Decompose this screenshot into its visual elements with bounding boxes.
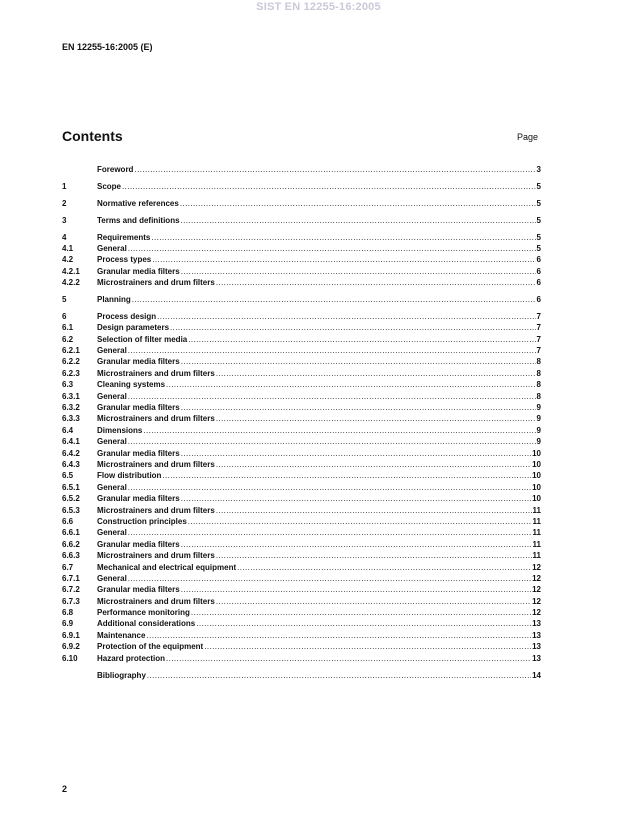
toc-dot-leader [216,550,532,561]
toc-entry-page: 6 [536,295,541,305]
toc-dot-leader [132,294,536,305]
toc-entry-title: Process types [97,255,152,265]
toc-entry-number: 4.2.1 [62,266,80,276]
toc-entry-number: 4 [62,232,67,242]
toc-entry-title: General [97,346,127,356]
toc-entry-number: 6.7.1 [62,573,80,583]
toc-entry-number: 1 [62,181,67,191]
toc-dot-leader [237,562,531,573]
toc-entry-page: 11 [532,505,541,515]
toc-entry-number: 6.6.2 [62,539,80,549]
toc-entry-number: 6.4.1 [62,437,80,447]
toc-entry-title: General [97,528,127,538]
toc-entry-page: 8 [536,391,541,401]
toc-entry-page: 12 [532,573,541,583]
toc-dot-leader [191,607,531,618]
toc-entry-page: 9 [536,403,541,413]
toc-entry-title: Granular media filters [97,403,180,413]
toc-entry-title: Microstrainers and drum filters [97,278,215,288]
toc-dot-leader [128,345,536,356]
toc-entry[interactable] [62,413,541,424]
toc-entry-number: 6.6.1 [62,528,80,538]
toc-entry-page: 11 [532,516,541,526]
toc-entry-title: Microstrainers and drum filters [97,596,215,606]
toc-entry-number: 6.9 [62,619,74,629]
toc-dot-leader [181,493,531,504]
toc-entry-title: General [97,391,127,401]
toc-entry-title: Scope [97,181,122,191]
toc-entry-number: 6.2.2 [62,357,80,367]
watermark: SIST EN 12255-16:2005 [256,1,381,13]
toc-dot-leader [162,470,531,481]
toc-entry[interactable] [62,425,541,436]
toc-entry[interactable] [62,215,541,226]
toc-entry[interactable] [62,232,541,243]
page-number: 2 [62,784,68,794]
toc-dot-leader [128,573,531,584]
toc-entry[interactable] [62,539,541,550]
toc-entry-title: General [97,437,127,447]
toc-dot-leader [128,527,532,538]
toc-entry[interactable] [62,402,541,413]
toc-entry-title: Foreword [97,165,134,174]
toc-entry-title: Terms and definitions [97,215,180,225]
toc-entry-title: Microstrainers and drum filters [97,414,215,424]
toc-entry-number: 6.8 [62,608,74,618]
toc-entry-title: Granular media filters [97,357,180,367]
toc-entry-page: 12 [532,608,541,618]
toc-entry-title: General [97,243,127,253]
toc-entry-page: 6 [536,255,541,265]
toc-entry[interactable] [62,630,541,641]
toc-entry[interactable] [62,311,541,322]
toc-entry-number: 6.6.3 [62,551,80,561]
toc-entry[interactable] [62,653,541,664]
toc-entry[interactable] [62,436,541,447]
toc-entry-page: 6 [536,266,541,276]
toc-entry-title: Microstrainers and drum filters [97,459,215,469]
toc-entry-title: Maintenance [97,630,146,640]
page-column-label: Page [517,132,539,142]
toc-dot-leader [216,413,536,424]
toc-entry[interactable] [62,607,541,618]
contents-title: Contents [62,128,123,144]
toc-dot-leader [143,425,535,436]
toc-entry-number: 5 [62,295,67,305]
toc-dot-leader [216,505,532,516]
toc-entry-title: Hazard protection [97,653,166,663]
toc-entry[interactable] [62,391,541,402]
toc-dot-leader [216,368,536,379]
toc-entry-title: Microstrainers and drum filters [97,368,215,378]
toc-entry-page: 9 [536,425,541,435]
toc-entry-page: 12 [532,562,541,572]
toc-entry-number: 6.3.2 [62,403,80,413]
toc-dot-leader [152,254,535,265]
toc-entry[interactable] [62,164,541,175]
toc-entry[interactable] [62,254,541,265]
toc-entry-number: 3 [62,215,67,225]
toc-entry-number: 6.2 [62,334,74,344]
toc-entry-page: 12 [532,585,541,595]
toc-entry[interactable] [62,322,541,333]
toc-entry-page: 11 [532,539,541,549]
toc-dot-leader [196,618,531,629]
toc-dot-leader [134,164,535,175]
toc-entry[interactable] [62,596,541,607]
toc-dot-leader [216,459,531,470]
toc-entry-title: Requirements [97,232,151,242]
table-of-contents [62,164,541,681]
toc-entry[interactable] [62,345,541,356]
toc-entry-number: 6.3.3 [62,414,80,424]
toc-entry-title: Granular media filters [97,266,180,276]
toc-entry[interactable] [62,379,541,390]
toc-entry-number: 2 [62,198,67,208]
toc-entry-page: 5 [536,198,541,208]
toc-dot-leader [128,391,536,402]
toc-entry[interactable] [62,482,541,493]
toc-entry-number: 6.4.2 [62,448,80,458]
toc-entry-page: 12 [532,596,541,606]
toc-entry-page: 9 [536,414,541,424]
toc-entry-page: 7 [536,323,541,333]
toc-entry-page: 13 [532,642,541,652]
toc-entry-title: General [97,573,127,583]
toc-entry-number: 6.4 [62,425,74,435]
toc-entry-page: 8 [536,380,541,390]
toc-entry-page: 11 [532,551,541,561]
toc-entry-number: 6.7 [62,562,74,572]
toc-entry[interactable] [62,573,541,584]
toc-entry-page: 10 [532,494,541,504]
toc-entry-title: Flow distribution [97,471,162,481]
toc-entry-title: General [97,482,127,492]
toc-entry[interactable] [62,356,541,367]
toc-entry-number: 6.1 [62,323,74,333]
toc-entry-page: 13 [532,653,541,663]
toc-entry-title: Construction principles [97,516,187,526]
toc-entry[interactable] [62,527,541,538]
toc-entry-title: Bibliography [97,670,146,680]
toc-dot-leader [181,356,536,367]
toc-entry-number: 6.2.1 [62,346,80,356]
toc-entry-title: Granular media filters [97,585,180,595]
toc-entry-page: 11 [532,528,541,538]
toc-entry-page: 10 [532,471,541,481]
toc-dot-leader [157,311,535,322]
toc-dot-leader [181,402,536,413]
toc-entry-title: Protection of the equipment [97,642,204,652]
toc-entry-number: 6.9.1 [62,630,80,640]
toc-entry[interactable] [62,243,541,254]
toc-entry[interactable] [62,618,541,629]
toc-entry-title: Cleaning systems [97,380,166,390]
toc-entry-title: Granular media filters [97,448,180,458]
toc-entry-title: Granular media filters [97,494,180,504]
toc-entry-page: 13 [532,630,541,640]
toc-dot-leader [181,266,536,277]
toc-entry-page: 8 [536,368,541,378]
toc-dot-leader [166,653,531,664]
toc-dot-leader [151,232,535,243]
toc-entry-page: 7 [536,346,541,356]
toc-entry[interactable] [62,181,541,192]
toc-dot-leader [181,584,531,595]
toc-entry[interactable] [62,493,541,504]
toc-entry-number: 6.6 [62,516,74,526]
toc-entry[interactable] [62,584,541,595]
toc-entry-page: 5 [536,181,541,191]
toc-entry-page: 10 [532,448,541,458]
toc-entry-number: 4.2.2 [62,278,80,288]
toc-entry-number: 6.4.3 [62,459,80,469]
toc-entry-number: 6.5.1 [62,482,80,492]
toc-entry[interactable] [62,641,541,652]
toc-entry[interactable] [62,670,541,681]
document-id: EN 12255-16:2005 (E) [62,42,153,52]
toc-entry-number: 6.7.2 [62,585,80,595]
toc-entry[interactable] [62,266,541,277]
toc-entry-page: 10 [532,482,541,492]
toc-entry[interactable] [62,505,541,516]
toc-dot-leader [147,670,531,681]
toc-dot-leader [122,181,536,192]
toc-entry-title: Planning [97,295,131,305]
toc-entry-title: Dimensions [97,425,143,435]
toc-entry-page: 13 [532,619,541,629]
toc-dot-leader [170,322,536,333]
toc-entry-title: Performance monitoring [97,608,190,618]
toc-entry-page: 5 [536,232,541,242]
toc-entry[interactable] [62,368,541,379]
toc-dot-leader [128,436,536,447]
toc-entry-page: 3 [536,165,541,174]
toc-dot-leader [188,334,535,345]
toc-entry-number: 4.1 [62,243,74,253]
toc-dot-leader [188,516,532,527]
toc-entry[interactable] [62,516,541,527]
toc-entry-title: Additional considerations [97,619,196,629]
toc-entry[interactable] [62,277,541,288]
toc-dot-leader [128,243,536,254]
toc-entry-title: Normative references [97,198,179,208]
toc-entry-number: 6.9.2 [62,642,80,652]
toc-entry-title: Microstrainers and drum filters [97,551,215,561]
toc-entry-title: Mechanical and electrical equipment [97,562,237,572]
toc-entry-title: Granular media filters [97,539,180,549]
toc-entry[interactable] [62,198,541,209]
toc-dot-leader [166,379,536,390]
toc-dot-leader [180,198,536,209]
toc-entry[interactable] [62,470,541,481]
toc-entry-number: 6.5 [62,471,74,481]
toc-entry[interactable] [62,294,541,305]
toc-entry-number: 6.10 [62,653,78,663]
toc-dot-leader [181,448,531,459]
toc-entry-title: Microstrainers and drum filters [97,505,215,515]
toc-entry-number: 6.3 [62,380,74,390]
toc-entry-page: 5 [536,215,541,225]
toc-entry-number: 6.5.3 [62,505,80,515]
toc-dot-leader [216,277,536,288]
toc-entry[interactable] [62,448,541,459]
toc-entry-number: 6 [62,311,67,321]
toc-dot-leader [181,215,536,226]
toc-entry-title: Selection of filter media [97,334,188,344]
toc-entry-page: 7 [536,311,541,321]
toc-dot-leader [181,539,532,550]
toc-entry-title: Design parameters [97,323,170,333]
toc-entry-number: 6.5.2 [62,494,80,504]
toc-entry-page: 8 [536,357,541,367]
toc-entry[interactable] [62,550,541,561]
toc-entry-page: 6 [536,278,541,288]
toc-dot-leader [204,641,531,652]
toc-entry-number: 4.2 [62,255,74,265]
toc-entry-page: 9 [536,437,541,447]
toc-entry-number: 6.7.3 [62,596,80,606]
toc-entry-title: Process design [97,311,157,321]
toc-entry[interactable] [62,459,541,470]
toc-dot-leader [128,482,531,493]
toc-entry-page: 14 [532,670,541,680]
toc-entry-page: 5 [536,243,541,253]
toc-entry[interactable] [62,334,541,345]
toc-entry-page: 7 [536,334,541,344]
toc-dot-leader [146,630,531,641]
toc-entry-page: 10 [532,459,541,469]
toc-entry-number: 6.2.3 [62,368,80,378]
toc-entry[interactable] [62,562,541,573]
toc-entry-number: 6.3.1 [62,391,80,401]
toc-dot-leader [216,596,531,607]
